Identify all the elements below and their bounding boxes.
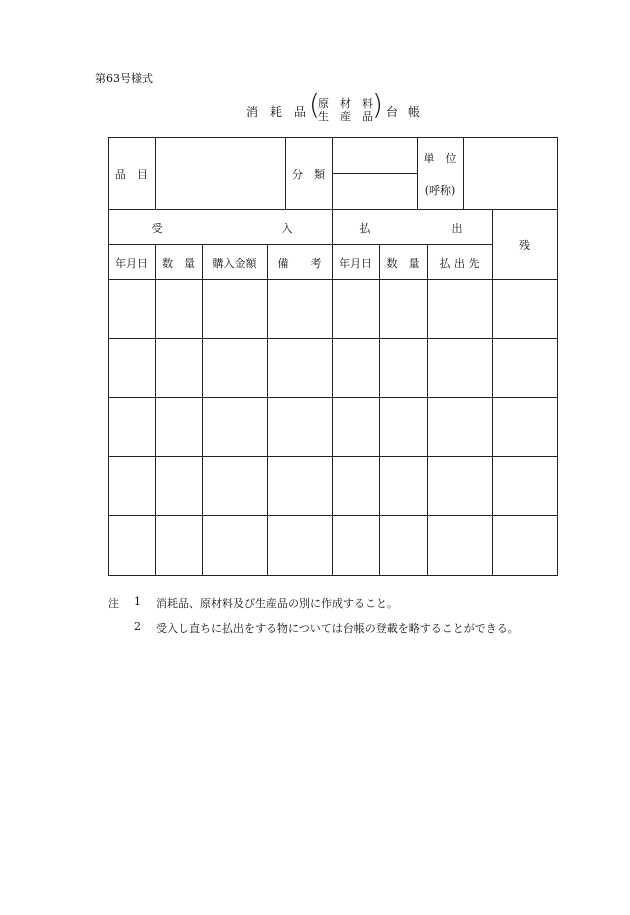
column-header: 年月日 — [339, 257, 372, 270]
left-paren: ( — [309, 88, 320, 121]
title-upper-char: 原 — [318, 97, 329, 110]
title-lower-char: 品 — [362, 110, 373, 123]
note-number: 2 — [134, 620, 141, 633]
column-header: 購入金額 — [212, 257, 257, 270]
title-char: 消 — [246, 105, 259, 119]
category-label: 分 類 — [292, 168, 325, 181]
disbursement-header-char: 払 — [359, 222, 371, 235]
receipt-header-char: 受 — [151, 222, 163, 235]
title-upper-char: 料 — [362, 97, 373, 110]
column-header: 数 量 — [386, 257, 420, 270]
title-char: 品 — [294, 105, 307, 119]
note-text: 消耗品、原材料及び生産品の別に作成すること。 — [156, 597, 398, 610]
note-number: 1 — [134, 595, 141, 608]
note-label: 注 — [108, 597, 119, 610]
disbursement-header-char: 出 — [451, 222, 463, 235]
title-lower-char: 産 — [340, 110, 351, 123]
title-char: 帳 — [408, 105, 421, 119]
title-lower-char: 生 — [318, 110, 329, 123]
receipt-header-char: 入 — [281, 222, 293, 235]
title-upper-char: 材 — [340, 97, 351, 110]
item-label: 品 目 — [115, 168, 148, 181]
form-number: 第63号様式 — [95, 72, 153, 85]
right-paren: ) — [372, 88, 383, 121]
title-char: 耗 — [270, 105, 283, 119]
column-header: 備 考 — [277, 257, 322, 270]
balance-header: 残 — [519, 239, 530, 252]
column-header: 数 量 — [162, 257, 195, 270]
unit-label: 単 位 — [423, 152, 457, 165]
title-char: 台 — [386, 105, 399, 119]
column-header: 払 出 先 — [439, 257, 480, 270]
column-header: 年月日 — [115, 257, 148, 270]
unit-sub-label: (呼称) — [424, 184, 456, 197]
note-text: 受入し直ちに払出をする物については台帳の登載を略することができる。 — [156, 622, 519, 635]
